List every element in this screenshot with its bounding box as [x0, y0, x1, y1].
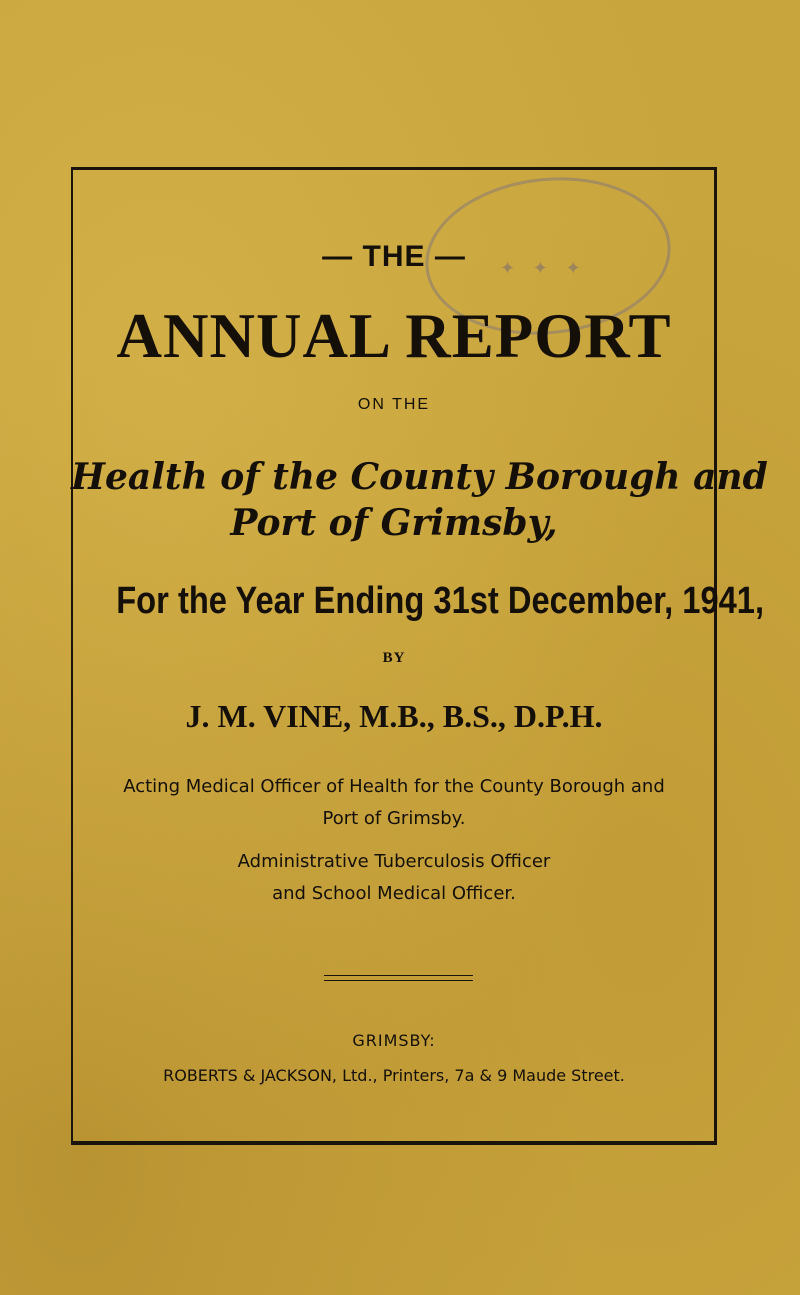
divider-rule-bottom: [324, 980, 473, 981]
title-on-the: ON THE: [357, 396, 431, 413]
divider-rule-top: [324, 975, 473, 976]
title-annual-report: ANNUAL REPORT: [116, 301, 672, 371]
subject-line-1: Health of the County Borough and: [71, 456, 768, 498]
author-name: J. M. VINE, M.B., B.S., D.P.H.: [185, 698, 603, 734]
subject-line-2: Port of Grimsby,: [230, 502, 558, 544]
year-line: For the Year Ending 31st December, 1941,: [116, 580, 765, 622]
title-the: — THE —: [322, 240, 466, 273]
library-stamp-mark: ✦ ✦ ✦: [500, 258, 587, 279]
imprint-printer: ROBERTS & JACKSON, Ltd., Printers, 7a & 9 Maude Street.: [163, 1066, 625, 1085]
role-line-1: Acting Medical Officer of Health for the County Borough and: [123, 776, 665, 797]
role-line-3: Administrative Tuberculosis Officer: [237, 851, 551, 872]
by-label: BY: [382, 650, 406, 666]
imprint-place: GRIMSBY:: [352, 1031, 436, 1050]
role-line-2: Port of Grimsby.: [322, 808, 466, 829]
role-line-4: and School Medical Officer.: [272, 883, 516, 904]
